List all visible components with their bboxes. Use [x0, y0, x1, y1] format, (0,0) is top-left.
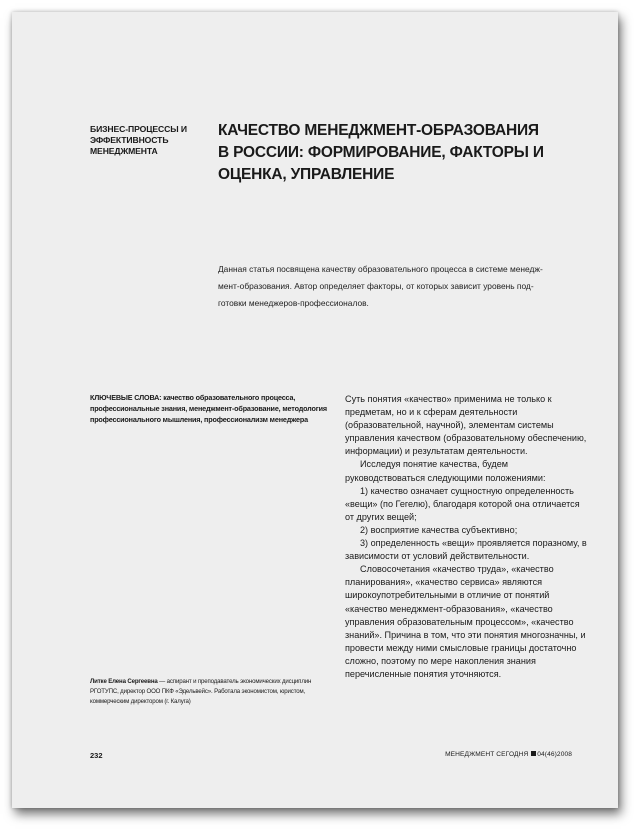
- keywords-label: КЛЮЧЕВЫЕ СЛОВА:: [90, 393, 162, 402]
- square-bullet-icon: [531, 751, 536, 756]
- section-label: БИЗНЕС-ПРОЦЕССЫ И ЭФФЕКТИВНОСТЬ МЕНЕДЖМЕНТА: [90, 124, 187, 156]
- author-name: Литке Елена Сергеевна: [90, 678, 158, 685]
- issue-number: 04(46)2008: [537, 751, 572, 758]
- paragraph: Словосочетания «качество труда», «качество планирования», «качество сервиса» являются широкоупотребительными в отличие от понятий «качество менеджмент-образования», «качество управления образовательным процессом», «качество знаний». Причина в том, что эти понятия многозначны, и провести между ними смысловые границы достаточно сложно, поэтому по мере накопления знания перечисленные понятия уточняются.: [345, 564, 586, 679]
- journal-name: МЕНЕДЖМЕНТ СЕГОДНЯ: [445, 751, 529, 758]
- journal-page: [12, 12, 618, 808]
- author-info: [90, 677, 340, 707]
- keywords-block: [90, 393, 336, 425]
- author-bio: — аспирант и преподаватель экономических дисциплин РГОТУПС, директор ООО ПКФ «Эдельвейс». Работала экономистом, юристом, коммерческим директором (г. Калуга): [90, 678, 312, 705]
- list-item: 3) определенность «вещи» проявляется поразному, в зависимости от условий действительности.: [345, 538, 587, 562]
- running-footer: [445, 751, 572, 758]
- paragraph: Суть понятия «качество» применима не только к предметам, но и к сферам деятельности (образовательной, научной), элементам системы управления качеством (образовательному обеспечению, информации) и результатам деятельности.: [345, 394, 587, 457]
- paragraph: Исследуя понятие качества, будем руководствоваться следующими положениями:: [345, 459, 546, 483]
- article-abstract: Данная статья посвящена качеству образовательного процесса в системе менедж- мент-образования. Автор определяет факторы, от которых зависит уровень под- готовки менеджеров-профессионалов.: [218, 264, 543, 308]
- list-item: 2) восприятие качества субъективно;: [360, 524, 518, 535]
- list-item: 1) качество означает сущностную определенность «вещи» (по Гегелю), благодаря которой она отличается от других вещей;: [345, 485, 580, 522]
- article-title: КАЧЕСТВО МЕНЕДЖМЕНТ-ОБРАЗОВАНИЯ В РОССИИ: ФОРМИРОВАНИЕ, ФАКТОРЫ И ОЦЕНКА, УПРАВЛЕНИЕ: [218, 122, 544, 183]
- page-number: 232: [90, 751, 103, 760]
- body-text: [345, 393, 588, 681]
- keywords-text: качество образовательного процесса, профессиональные знания, менеджмент-образование, методология профессионального мышления, профессионализм менеджера: [90, 393, 327, 424]
